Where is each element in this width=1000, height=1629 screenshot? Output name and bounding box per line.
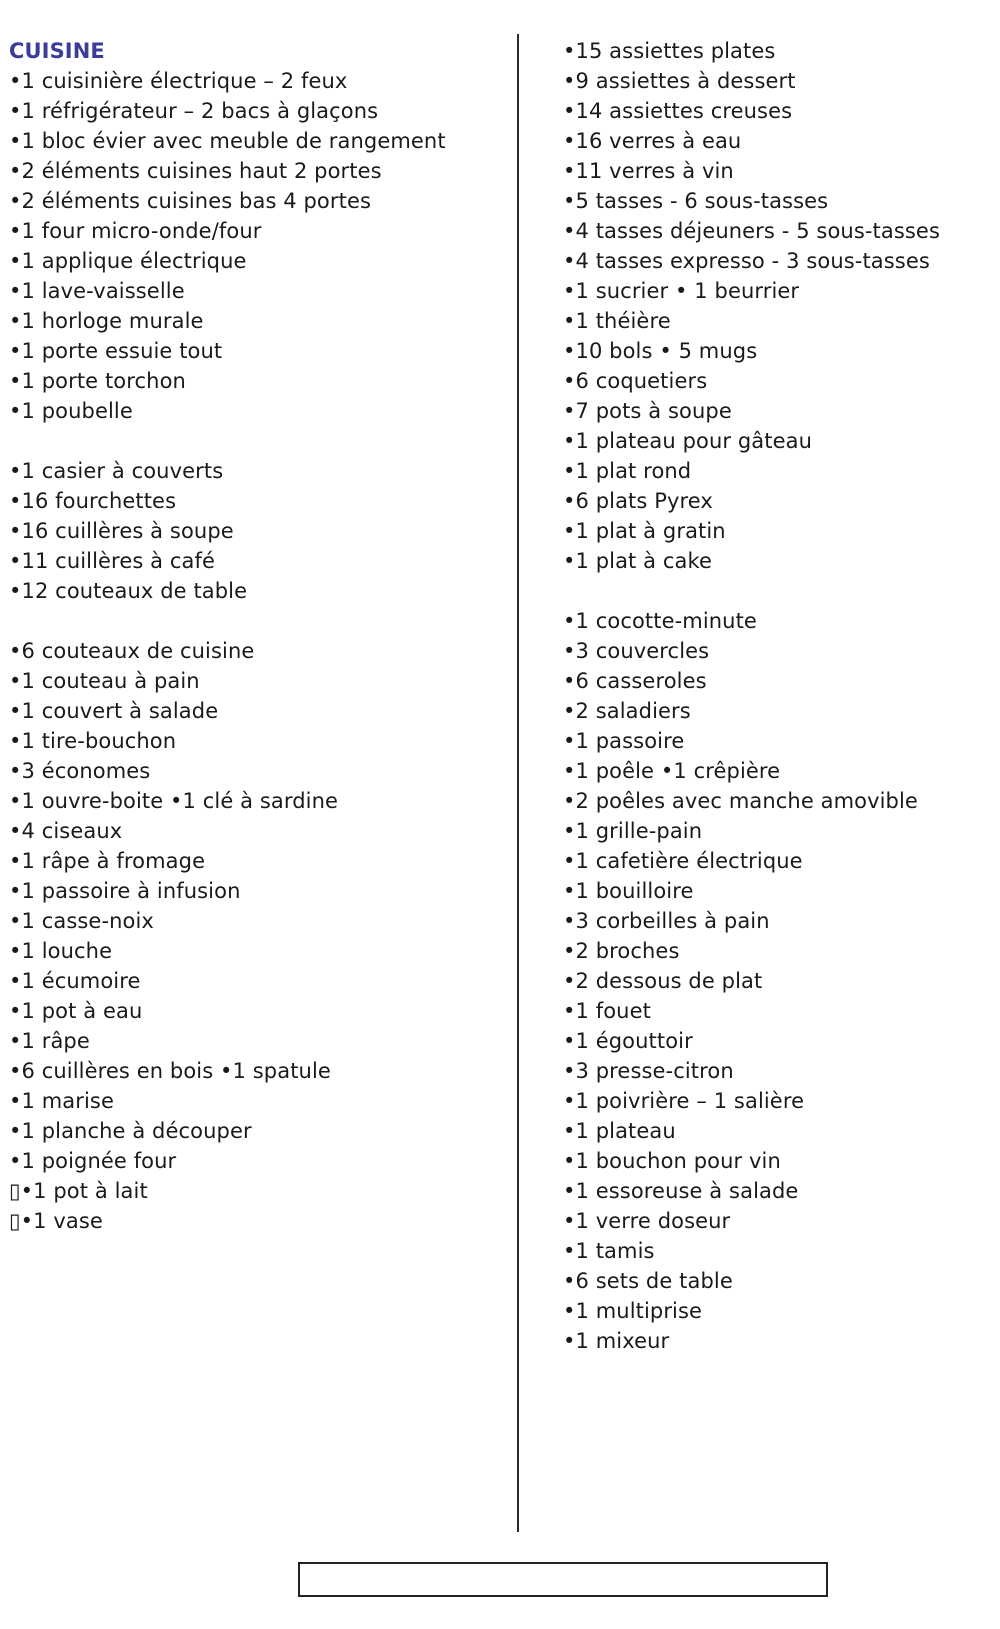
inventory-item: •1 passoire à infusion — [9, 879, 241, 903]
inventory-item: •10 bols • 5 mugs — [563, 339, 758, 363]
inventory-item: •1 bouilloire — [563, 879, 694, 903]
inventory-item: •1 four micro-onde/four — [9, 219, 262, 243]
inventory-item: •1 égouttoir — [563, 1029, 693, 1053]
inventory-item: •1 essoreuse à salade — [563, 1179, 799, 1203]
inventory-item: •1 passoire — [563, 729, 685, 753]
inventory-item: •6 plats Pyrex — [563, 489, 713, 513]
inventory-item: •2 poêles avec manche amovible — [563, 789, 918, 813]
inventory-item: •6 cuillères en bois •1 spatule — [9, 1059, 331, 1083]
inventory-item: •1 porte essuie tout — [9, 339, 223, 363]
inventory-item: •1 tire-bouchon — [9, 729, 177, 753]
inventory-item: •6 couteaux de cuisine — [9, 639, 255, 663]
blank-line — [563, 576, 993, 606]
inventory-item: •1 couteau à pain — [9, 669, 200, 693]
inventory-item: •3 presse-citron — [563, 1059, 734, 1083]
inventory-item: •12 couteaux de table — [9, 579, 248, 603]
inventory-item: •7 pots à soupe — [563, 399, 732, 423]
inventory-item: •4 tasses expresso - 3 sous-tasses — [563, 249, 930, 273]
blank-line — [9, 426, 509, 456]
inventory-item: •1 poignée four — [9, 1149, 177, 1173]
inventory-item: •1 planche à découper — [9, 1119, 252, 1143]
inventory-item: •9 assiettes à dessert — [563, 69, 796, 93]
inventory-item: •1 casse-noix — [9, 909, 154, 933]
inventory-item: •16 fourchettes — [9, 489, 177, 513]
inventory-item: •1 verre doseur — [563, 1209, 731, 1233]
right-column — [563, 36, 993, 1356]
inventory-item: •5 tasses - 6 sous-tasses — [563, 189, 829, 213]
inventory-item: •2 éléments cuisines haut 2 portes — [9, 159, 382, 183]
inventory-item: •1 râpe — [9, 1029, 90, 1053]
inventory-item: •3 économes — [9, 759, 151, 783]
inventory-item: •1 poubelle — [9, 399, 133, 423]
inventory-item: •6 coquetiers — [563, 369, 708, 393]
inventory-item: •1 râpe à fromage — [9, 849, 206, 873]
inventory-item: •3 corbeilles à pain — [563, 909, 770, 933]
inventory-item: •15 assiettes plates — [563, 39, 776, 63]
inventory-item: •1 poivrière – 1 salière — [563, 1089, 805, 1113]
inventory-item: •1 plat à gratin — [563, 519, 726, 543]
blank-line — [9, 606, 509, 636]
inventory-item: •1 plat rond — [563, 459, 692, 483]
inventory-item: •1 lave-vaisselle — [9, 279, 185, 303]
inventory-item: •14 assiettes creuses — [563, 99, 793, 123]
inventory-item: •6 casseroles — [563, 669, 707, 693]
inventory-item: •1 mixeur — [563, 1329, 670, 1353]
inventory-item: •2 dessous de plat — [563, 969, 763, 993]
inventory-item: •6 sets de table — [563, 1269, 733, 1293]
inventory-item: •2 éléments cuisines bas 4 portes — [9, 189, 372, 213]
inventory-item: •1 bouchon pour vin — [563, 1149, 781, 1173]
inventory-item: •1 multiprise — [563, 1299, 703, 1323]
inventory-item: •1 ouvre-boite •1 clé à sardine — [9, 789, 339, 813]
inventory-item: ▯•1 pot à lait — [9, 1179, 148, 1203]
inventory-item: •1 cocotte-minute — [563, 609, 757, 633]
inventory-item: ▯•1 vase — [9, 1209, 103, 1233]
inventory-item: •1 casier à couverts — [9, 459, 224, 483]
inventory-item: •1 applique électrique — [9, 249, 247, 273]
footer-box — [298, 1562, 828, 1597]
inventory-item: •1 porte torchon — [9, 369, 186, 393]
inventory-item: •1 plat à cake — [563, 549, 713, 573]
inventory-item: •1 poêle •1 crêpière — [563, 759, 781, 783]
inventory-item: •1 théière — [563, 309, 671, 333]
inventory-item: •1 couvert à salade — [9, 699, 219, 723]
inventory-item: •1 louche — [9, 939, 113, 963]
inventory-item: •1 pot à eau — [9, 999, 143, 1023]
inventory-item: •1 sucrier • 1 beurrier — [563, 279, 800, 303]
inventory-item: •16 verres à eau — [563, 129, 742, 153]
inventory-item: •1 grille-pain — [563, 819, 703, 843]
inventory-item: •1 cuisinière électrique – 2 feux — [9, 69, 348, 93]
inventory-item: •2 broches — [563, 939, 680, 963]
column-divider — [517, 34, 519, 1532]
inventory-item: •1 marise — [9, 1089, 114, 1113]
inventory-item: •1 plateau pour gâteau — [563, 429, 812, 453]
inventory-item: •1 cafetière électrique — [563, 849, 803, 873]
inventory-item: •3 couvercles — [563, 639, 710, 663]
inventory-item: •1 écumoire — [9, 969, 141, 993]
inventory-item: •1 bloc évier avec meuble de rangement — [9, 129, 446, 153]
section-title: CUISINE — [9, 39, 105, 63]
left-column — [9, 36, 509, 1236]
inventory-item: •2 saladiers — [563, 699, 691, 723]
inventory-item: •4 tasses déjeuners - 5 sous-tasses — [563, 219, 940, 243]
inventory-item: •1 tamis — [563, 1239, 655, 1263]
inventory-item: •11 cuillères à café — [9, 549, 216, 573]
inventory-item: •1 plateau — [563, 1119, 676, 1143]
inventory-item: •1 fouet — [563, 999, 651, 1023]
inventory-item: •4 ciseaux — [9, 819, 123, 843]
inventory-item: •1 réfrigérateur – 2 bacs à glaçons — [9, 99, 379, 123]
inventory-item: •16 cuillères à soupe — [9, 519, 234, 543]
inventory-item: •11 verres à vin — [563, 159, 734, 183]
inventory-item: •1 horloge murale — [9, 309, 204, 333]
